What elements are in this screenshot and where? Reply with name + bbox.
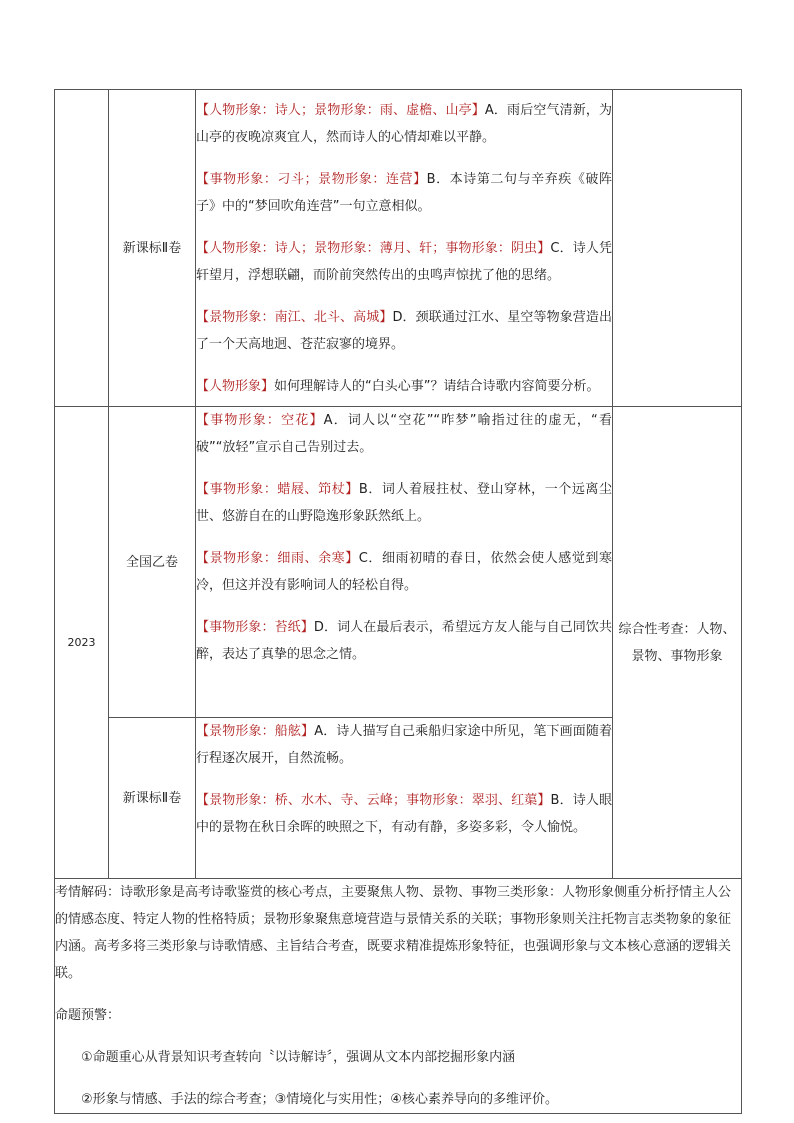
- summary-cell-empty: [613, 90, 742, 407]
- analysis-text: 诗歌形象是高考诗歌鉴赏的核心考点，主要聚焦人物、景物、事物三类形象：人物形象侧重分析抒情主人公的情感态度、特定人物的性格特质；景物形象聚焦意境营造与景情关系的关联；事物形象则关注托物言志类物象的象征内涵。高考多将三类形象与诗歌情感、主旨结合考查，既要求精准提炼形象特征，也强调形象与文本核心意涵的逻辑关联。: [55, 885, 732, 981]
- list-item: 【事物形象：苔纸】D．词人在最后表示，希望远方友人能与自己同饮共醉，表达了真挚的思念之情。: [196, 620, 612, 662]
- analysis-cell: [55, 879, 742, 1114]
- list-item: 【人物形象：诗人；景物形象：雨、虚檐、山亭】A．雨后空气清新，为山亭的夜晚凉爽宜人，然而诗人的心情却难以平静。: [196, 102, 612, 145]
- table-row: [55, 407, 742, 718]
- year-cell-empty: [55, 90, 109, 407]
- list-item: 【人物形象】如何理解诗人的“白头心事”？请结合诗歌内容简要分析。: [196, 378, 600, 394]
- question-items: [196, 718, 613, 879]
- table-row: [55, 90, 742, 407]
- list-item: 【景物形象：桥、水木、寺、云峰；事物形象：翠羽、红蕖】B．诗人眼中的景物在秋日余晖的映照之下，有动有静，多姿多彩，令人愉悦。: [196, 793, 612, 835]
- list-item: 【景物形象：南江、北斗、高城】D．颈联通过江水、星空等物象营造出了一个天高地迥、苍茫寂寥的境界。: [196, 309, 612, 352]
- list-item: 【人物形象：诗人；景物形象：薄月、轩；事物形象：阴虫】C．诗人凭轩望月，浮想联翩，而阶前突然传出的虫鸣声惊扰了他的思绪。: [196, 240, 612, 283]
- list-item: 【景物形象：船舷】A．诗人描写自己乘船归家途中所见，笔下画面随着行程逐次展开，自然流畅。: [196, 724, 612, 766]
- question-items: [196, 407, 613, 718]
- exam-name: 新课标Ⅱ卷: [109, 718, 196, 879]
- analysis-row: [55, 879, 742, 1114]
- exam-name: 全国乙卷: [109, 407, 196, 718]
- exam-analysis-table: [54, 89, 742, 1114]
- warning-point: ①命题重心从背景知识考查转向〝以诗解诗〞，强调从文本内部挖掘形象内涵: [81, 1050, 516, 1065]
- warning-label: 命题预警：: [55, 1008, 121, 1023]
- year: 2023: [55, 407, 109, 879]
- analysis-label: 考情解码：: [55, 885, 121, 900]
- warning-point: ②形象与情感、手法的综合考查；③情境化与实用性；④核心素养导向的多维评价。: [81, 1092, 558, 1107]
- list-item: 【事物形象：空花】A．词人以“空花”“昨梦”喻指过往的虚无，“看破”“放轻”宣示自己告别过去。: [196, 413, 612, 455]
- question-items: [196, 90, 613, 407]
- analysis-paragraph: [55, 879, 741, 987]
- list-item: 【事物形象：刁斗；景物形象：连营】B．本诗第二句与辛弃疾《破阵子》中的“梦回吹角连营”一句立意相似。: [196, 171, 612, 214]
- list-item: 【景物形象：细雨、余寒】C．细雨初晴的春日，依然会使人感觉到寒冷，但这并没有影响词人的轻松自得。: [196, 551, 612, 593]
- list-item: 【事物形象：蜡屐、笻杖】B．词人着屐拄杖、登山穿林，一个远离尘世、悠游自在的山野隐逸形象跃然纸上。: [196, 482, 612, 524]
- exam-summary: 综合性考查：人物、景物、事物形象: [613, 407, 742, 879]
- exam-name: 新课标Ⅱ卷: [109, 90, 196, 407]
